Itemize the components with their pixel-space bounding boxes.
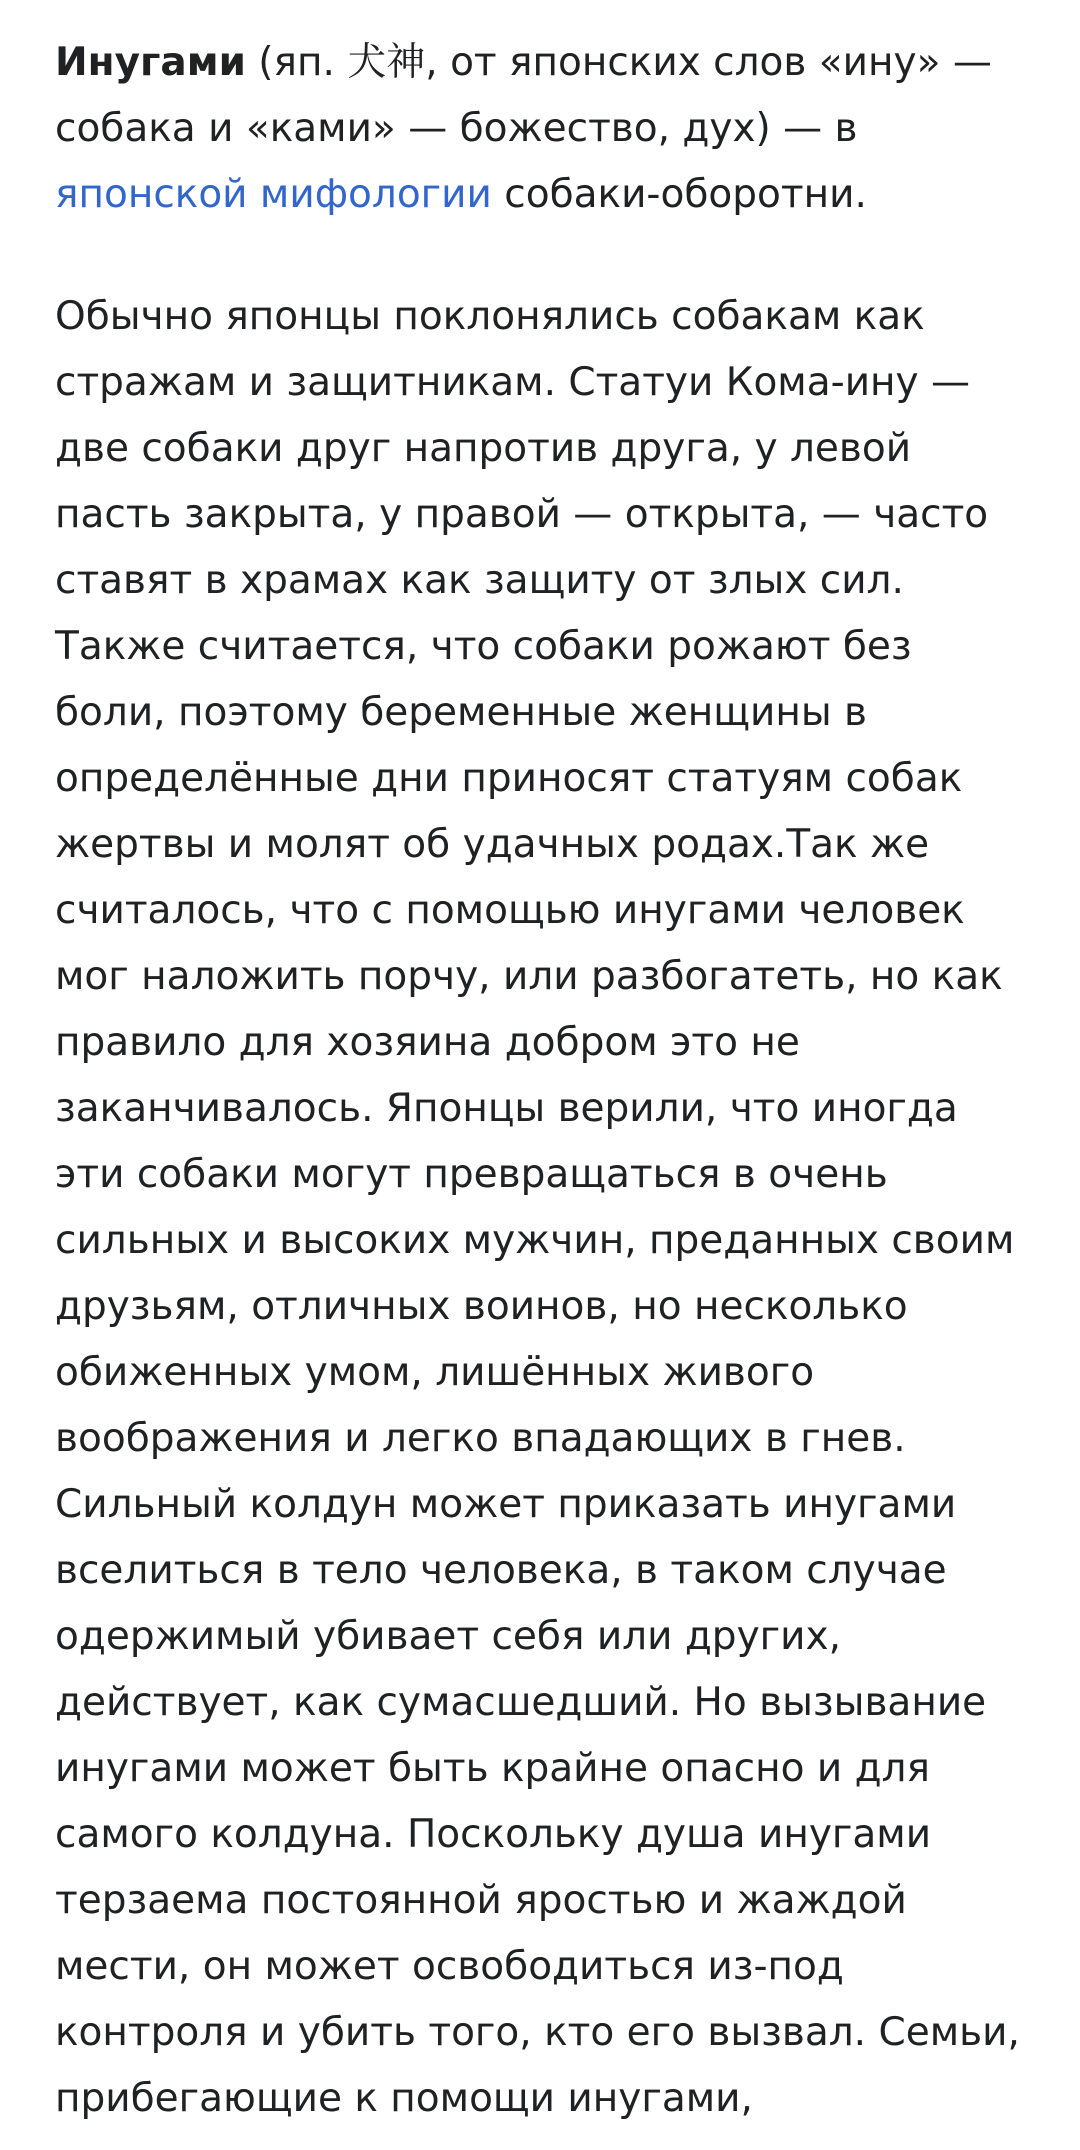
intro-text-part-1: (яп. 犬神, от японских слов «ину» — собака и «ками» — божество, дух) — в	[55, 40, 992, 151]
intro-paragraph	[55, 30, 1025, 228]
japanese-mythology-link[interactable]: японской мифологии	[55, 172, 492, 217]
article-content	[55, 30, 1025, 2132]
intro-text-part-2: собаки-оборотни.	[491, 172, 867, 217]
article-title-term: Инугами	[55, 40, 246, 85]
body-paragraph: Обычно японцы поклонялись собакам как стражам и защитникам. Статуи Кома-ину — две собаки друг напротив друга, у левой пасть закрыта, у правой — открыта, — часто ставят в храмах как защиту от злых сил. Также считается, что собаки рожают без боли, поэтому беременные женщины в определённые дни приносят статуям собак жертвы и молят об удачных родах.Так же считалось, что с помощью инугами человек мог наложить порчу, или разбогатеть, но как правило для хозяина добром это не заканчивалось. Японцы верили, что иногда эти собаки могут превращаться в очень сильных и высоких мужчин, преданных своим друзьям, отличных воинов, но несколько обиженных умом, лишённых живого воображения и легко впадающих в гнев. Сильный колдун может приказать инугами вселиться в тело человека, в таком случае одержимый убивает себя или других, действует, как сумасшедший. Но вызывание инугами может быть крайне опасно и для самого колдуна. Поскольку душа инугами терзаема постоянной яростью и жаждой мести, он может освободиться из-под контроля и убить того, кто его вызвал. Семьи, прибегающие к помощи инугами,	[55, 294, 1020, 2121]
